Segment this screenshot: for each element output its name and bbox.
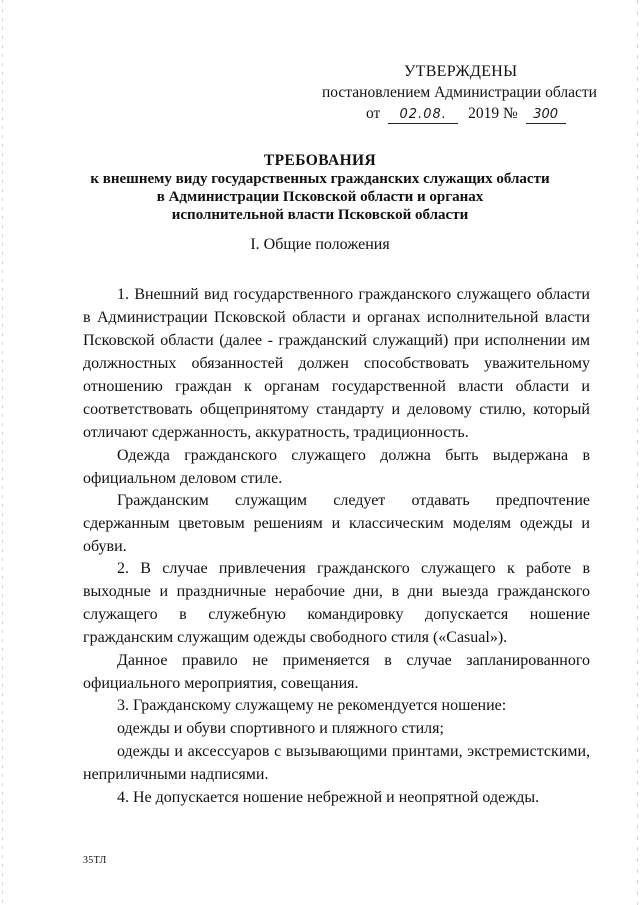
paragraph: 1. Внешний вид государственного гражданского служащего области в Администрации Псковской области и органах исполнительной власти Псковской области (далее - гражданский служащий) при исполнении им должностных обязанностей должен способствовать уважительному отношению граждан к органам государственной власти области и соответствовать общепринятому стандарту и деловому стилю, который отличают сдержанность, аккуратность, традиционность. — [83, 286, 590, 441]
handwritten-number: 300 — [526, 107, 566, 124]
handwritten-date: 02.08. — [388, 107, 458, 124]
paragraph: Гражданским служащим следует отдавать предпочтение сдержанным цветовым решениям и классическим моделям одежды и обуви. — [83, 492, 590, 555]
approval-decree: постановлением Администрации области — [322, 84, 597, 101]
approval-title: УТВЕРЖДЕНЫ — [404, 63, 518, 80]
scan-edge-right — [637, 0, 638, 905]
footer-code: 35ТЛ — [83, 855, 107, 866]
paragraph: одежды и аксессуаров с вызывающими принтами, экстремистскими, неприличными надписями. — [83, 743, 590, 783]
document-subtitle-line-2: в Администрации Псковской области и органах — [156, 189, 484, 205]
paragraph: 4. Не допускается ношение небрежной и неопрятной одежды. — [117, 789, 540, 806]
paragraph: одежды и обуви спортивного и пляжного стиля; — [117, 720, 444, 737]
section-heading: I. Общие положения — [250, 236, 390, 253]
paragraph: Данное правило не применяется в случае запланированного официального мероприятия, совещания. — [83, 652, 590, 692]
document-title: ТРЕБОВАНИЯ — [263, 152, 377, 169]
paragraph: 2. В случае привлечения гражданского служащего к работе в выходные и праздничные нерабочие дни, в дни выезда гражданского служащего в служебную командировку допускается ношение гражданским служащим одежды свободного стиля («Casual»). — [83, 560, 590, 646]
paragraph: 3. Гражданскому служащему не рекомендуется ношение: — [117, 697, 507, 714]
paragraph: Одежда гражданского служащего должна быть выдержана в официальном деловом стиле. — [83, 447, 590, 487]
year-label: 2019 № — [468, 105, 518, 122]
date-prefix: от — [366, 105, 381, 122]
approval-date-line — [366, 104, 566, 124]
document-subtitle-line-1: к внешнему виду государственных гражданских служащих области — [90, 171, 550, 187]
document-subtitle-line-3: исполнительной власти Псковской области — [171, 207, 469, 223]
scan-edge-left — [2, 0, 3, 905]
